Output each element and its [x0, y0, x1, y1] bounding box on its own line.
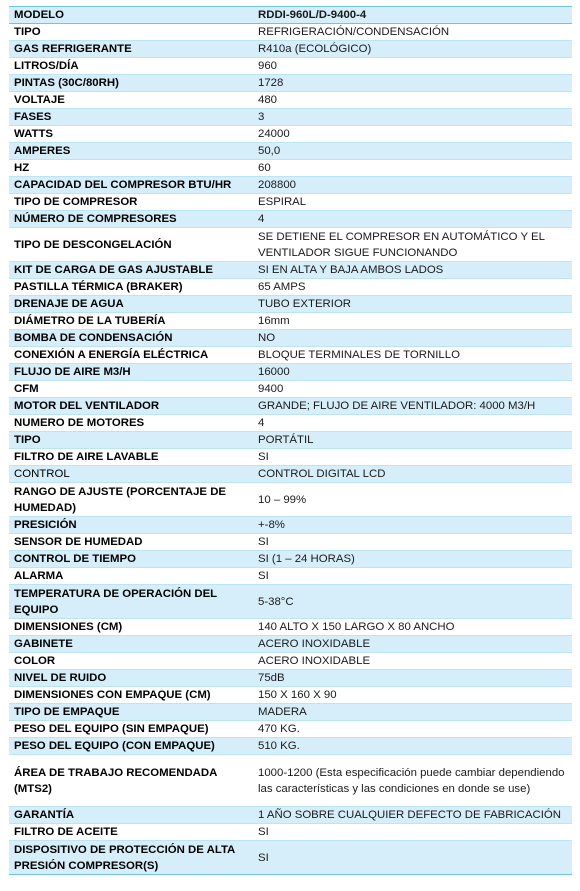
spec-label: GAS REFRIGERANTE [9, 41, 253, 58]
spec-label: PINTAS (30C/80RH) [9, 75, 253, 92]
spec-label: DIMENSIONES CON EMPAQUE (CM) [9, 687, 253, 704]
spec-value: MADERA [253, 704, 572, 721]
table-row [9, 841, 572, 875]
table-row [9, 585, 572, 619]
spec-label: DIÁMETRO DE LA TUBERÍA [9, 313, 253, 330]
spec-label: DIMENSIONES (CM) [9, 619, 253, 636]
spec-value: 4 [253, 415, 572, 432]
table-row [9, 687, 572, 704]
table-row [9, 228, 572, 262]
spec-value: 208800 [253, 177, 572, 194]
spec-label: TIPO [9, 24, 253, 41]
table-row [9, 738, 572, 755]
table-row [9, 160, 572, 177]
spec-value: SI [253, 824, 572, 841]
spec-value: 480 [253, 92, 572, 109]
spec-value: NO [253, 330, 572, 347]
spec-label: NIVEL DE RUIDO [9, 670, 253, 687]
table-row [9, 619, 572, 636]
table-row [9, 24, 572, 41]
spec-value: 10 – 99% [253, 483, 572, 517]
spec-label: AMPERES [9, 143, 253, 160]
table-row [9, 721, 572, 738]
spec-value: 16mm [253, 313, 572, 330]
spec-value: 1 AÑO SOBRE CUALQUIER DEFECTO DE FABRICACIÓN [253, 807, 572, 824]
header-label: MODELO [9, 7, 253, 24]
table-row [9, 381, 572, 398]
spec-value: REFRIGERACIÓN/CONDENSACIÓN [253, 24, 572, 41]
spec-label: ALARMA [9, 568, 253, 585]
spec-value: SE DETIENE EL COMPRESOR EN AUTOMÁTICO Y EL VENTILADOR SIGUE FUNCIONANDO [253, 228, 572, 262]
table-row [9, 279, 572, 296]
spec-value: 470 KG. [253, 721, 572, 738]
spec-value: 960 [253, 58, 572, 75]
spec-value: SI [253, 841, 572, 875]
table-row [9, 262, 572, 279]
table-row [9, 534, 572, 551]
table-row [9, 704, 572, 721]
spec-value: TUBO EXTERIOR [253, 296, 572, 313]
spec-label: COLOR [9, 653, 253, 670]
spec-value: 75dB [253, 670, 572, 687]
table-row [9, 313, 572, 330]
table-row [9, 483, 572, 517]
spec-value: SI [253, 534, 572, 551]
table-row [9, 58, 572, 75]
table-row [9, 194, 572, 211]
table-row [9, 347, 572, 364]
spec-label: GABINETE [9, 636, 253, 653]
table-row [9, 330, 572, 347]
spec-value: 1000-1200 (Esta especificación puede cambiar dependiendo las características y las condiciones en donde se use) [253, 755, 572, 807]
spec-value: 65 AMPS [253, 279, 572, 296]
spec-label: CONTROL DE TIEMPO [9, 551, 253, 568]
spec-label: DRENAJE DE AGUA [9, 296, 253, 313]
spec-label: CONTROL [9, 466, 253, 483]
spec-label: FLUJO DE AIRE M3/H [9, 364, 253, 381]
spec-value: 140 ALTO X 150 LARGO X 80 ANCHO [253, 619, 572, 636]
spec-label: PRESICIÓN [9, 517, 253, 534]
spec-label: FILTRO DE ACEITE [9, 824, 253, 841]
spec-label: DISPOSITIVO DE PROTECCIÓN DE ALTA PRESIÓN COMPRESOR(S) [9, 841, 253, 875]
spec-label: NÚMERO DE COMPRESORES [9, 211, 253, 228]
spec-label: NUMERO DE MOTORES [9, 415, 253, 432]
spec-label: PESO DEL EQUIPO (CON EMPAQUE) [9, 738, 253, 755]
spec-table-body [9, 7, 572, 875]
spec-value: 9400 [253, 381, 572, 398]
table-row [9, 517, 572, 534]
spec-label: TEMPERATURA DE OPERACIÓN DEL EQUIPO [9, 585, 253, 619]
spec-value: SI [253, 568, 572, 585]
spec-value: 5-38°C [253, 585, 572, 619]
spec-value: ESPIRAL [253, 194, 572, 211]
table-row [9, 364, 572, 381]
spec-label: SENSOR DE HUMEDAD [9, 534, 253, 551]
spec-label: TIPO DE EMPAQUE [9, 704, 253, 721]
spec-value: SI (1 – 24 HORAS) [253, 551, 572, 568]
table-row [9, 755, 572, 807]
table-row [9, 143, 572, 160]
spec-label: LITROS/DÍA [9, 58, 253, 75]
table-row [9, 449, 572, 466]
table-row [9, 551, 572, 568]
table-row [9, 109, 572, 126]
spec-label: WATTS [9, 126, 253, 143]
spec-value: BLOQUE TERMINALES DE TORNILLO [253, 347, 572, 364]
table-row [9, 398, 572, 415]
spec-label: PASTILLA TÉRMICA (BRAKER) [9, 279, 253, 296]
spec-value: 4 [253, 211, 572, 228]
spec-value: 60 [253, 160, 572, 177]
spec-value: ACERO INOXIDABLE [253, 636, 572, 653]
table-row [9, 568, 572, 585]
spec-label: CAPACIDAD DEL COMPRESOR BTU/HR [9, 177, 253, 194]
table-row [9, 126, 572, 143]
table-row [9, 466, 572, 483]
spec-value: 150 X 160 X 90 [253, 687, 572, 704]
header-value: RDDI-960L/D-9400-4 [253, 7, 572, 24]
spec-value: ACERO INOXIDABLE [253, 653, 572, 670]
spec-table [9, 6, 572, 875]
spec-label: MOTOR DEL VENTILADOR [9, 398, 253, 415]
spec-value: 24000 [253, 126, 572, 143]
table-row [9, 415, 572, 432]
spec-label: FASES [9, 109, 253, 126]
table-header-row [9, 7, 572, 24]
spec-label: BOMBA DE CONDENSACIÓN [9, 330, 253, 347]
spec-value: +-8% [253, 517, 572, 534]
spec-label: TIPO DE DESCONGELACIÓN [9, 228, 253, 262]
spec-label: ÁREA DE TRABAJO RECOMENDADA (MTS2) [9, 755, 253, 807]
spec-value: SI [253, 449, 572, 466]
table-row [9, 41, 572, 58]
spec-label: TIPO DE COMPRESOR [9, 194, 253, 211]
spec-label: PESO DEL EQUIPO (SIN EMPAQUE) [9, 721, 253, 738]
spec-label: CFM [9, 381, 253, 398]
spec-value: 50,0 [253, 143, 572, 160]
table-row [9, 670, 572, 687]
table-row [9, 636, 572, 653]
spec-value: 510 KG. [253, 738, 572, 755]
spec-label: VOLTAJE [9, 92, 253, 109]
spec-value: 1728 [253, 75, 572, 92]
table-row [9, 653, 572, 670]
spec-value: PORTÁTIL [253, 432, 572, 449]
spec-value: CONTROL DIGITAL LCD [253, 466, 572, 483]
spec-value: SI EN ALTA Y BAJA AMBOS LADOS [253, 262, 572, 279]
table-row [9, 75, 572, 92]
spec-value: GRANDE; FLUJO DE AIRE VENTILADOR: 4000 M3/H [253, 398, 572, 415]
spec-label: HZ [9, 160, 253, 177]
spec-label: KIT DE CARGA DE GAS AJUSTABLE [9, 262, 253, 279]
spec-label: FILTRO DE AIRE LAVABLE [9, 449, 253, 466]
table-row [9, 807, 572, 824]
spec-label: RANGO DE AJUSTE (PORCENTAJE DE HUMEDAD) [9, 483, 253, 517]
spec-label: TIPO [9, 432, 253, 449]
table-row [9, 177, 572, 194]
table-row [9, 211, 572, 228]
table-row [9, 824, 572, 841]
spec-value: 3 [253, 109, 572, 126]
spec-label: GARANTÍA [9, 807, 253, 824]
table-row [9, 296, 572, 313]
table-row [9, 92, 572, 109]
spec-label: CONEXIÓN A ENERGÍA ELÉCTRICA [9, 347, 253, 364]
spec-value: R410a (ECOLÓGICO) [253, 41, 572, 58]
spec-value: 16000 [253, 364, 572, 381]
table-row [9, 432, 572, 449]
